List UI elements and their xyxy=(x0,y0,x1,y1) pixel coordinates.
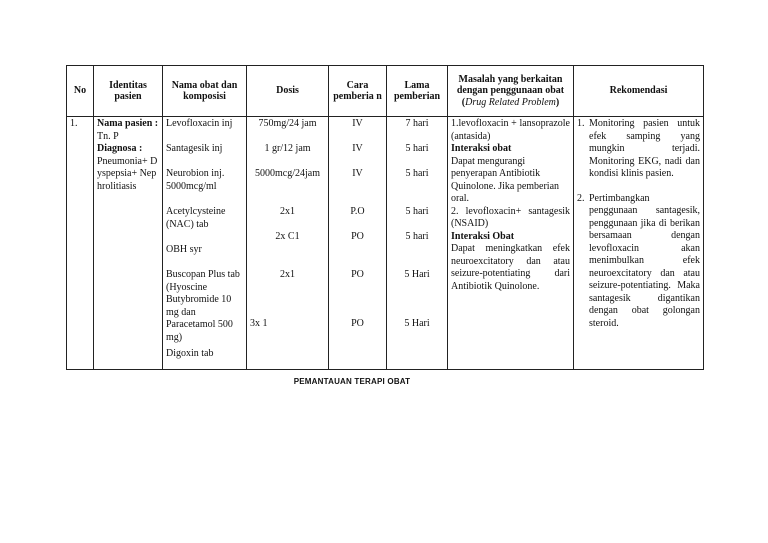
cell-cara xyxy=(329,117,387,370)
header-identitas: Identitas pasien xyxy=(94,66,163,117)
cell-no: 1. xyxy=(67,117,94,370)
drug-dose: 2x C1 xyxy=(275,231,300,242)
drug-route: IV xyxy=(352,118,363,129)
drug-dose: 750mg/24 jam xyxy=(258,118,317,129)
drug-dose: 3x 1 xyxy=(250,318,268,329)
drug-route: PO xyxy=(351,269,364,280)
drug-route: IV xyxy=(352,168,363,179)
list-item xyxy=(577,118,700,181)
list-item xyxy=(577,193,700,331)
header-masalah xyxy=(448,66,574,117)
cell-rekomendasi xyxy=(574,117,704,370)
header-masalah-text: Masalah yang berkaitan dengan penggunaan obat ( xyxy=(456,73,565,108)
recommendation-list xyxy=(577,118,700,330)
table-row xyxy=(67,117,704,370)
patient-name-label: Nama pasien : xyxy=(97,118,159,129)
drug-dose: 5000mcg/24jam xyxy=(255,168,320,179)
header-masalah-italic: Drug Related Problem xyxy=(465,96,556,108)
drug-duration: 5 Hari xyxy=(404,318,430,329)
header-no: No xyxy=(67,66,94,117)
drug-duration: 5 hari xyxy=(405,231,429,242)
drug-route: PO xyxy=(351,231,364,242)
drp-label-1: Interaksi obat xyxy=(451,143,512,154)
drug-name: Digoxin tab xyxy=(166,348,214,359)
drug-route: P.O xyxy=(350,206,365,217)
recommendation-number: 1. xyxy=(577,118,585,129)
header-nama-obat: Nama obat dan komposisi xyxy=(163,66,247,117)
drug-name: OBH syr xyxy=(166,244,202,255)
drug-duration: 5 hari xyxy=(405,143,429,154)
recommendation-text: Pertimbangkan penggunaan santagesik, penggunaan jika di berikan bersamaan dengan levofloxacin akan menimbulkan efek neuroexcitatory dan atau seizure-potentiating. Maka santagesik digantikan dengan obat golongan steroid. xyxy=(589,192,700,329)
drp-item-1: 1.levofloxacin + lansoprazole (antasida) xyxy=(451,118,570,142)
cell-lama xyxy=(387,117,448,370)
drp-item-2: 2. levofloxacin+ santagesik (NSAID) xyxy=(451,205,570,229)
header-cara: Cara pemberia n xyxy=(329,66,387,117)
recommendation-number: 2. xyxy=(577,192,585,204)
page-caption: PEMANTAUAN TERAPI OBAT xyxy=(293,377,411,386)
drug-dose: 2x1 xyxy=(280,269,295,280)
header-lama: Lama pemberian xyxy=(387,66,448,117)
header-row xyxy=(67,66,704,117)
drug-duration: 5 hari xyxy=(405,206,429,217)
diagnosis-text: Pneumonia+ Dyspepsia+ Nephrolitiasis xyxy=(97,155,158,192)
drug-name: Santagesik inj xyxy=(166,143,223,154)
drug-dose: 1 gr/12 jam xyxy=(264,143,311,154)
header-masalah-close: ) xyxy=(555,96,560,108)
drug-route: PO xyxy=(351,318,364,329)
drug-route: IV xyxy=(352,143,363,154)
drug-duration: 5 hari xyxy=(405,168,429,179)
patient-name: Tn. P xyxy=(97,130,119,142)
cell-patient xyxy=(94,117,163,370)
drug-name: Buscopan Plus tab (Hyoscine Butybromide 10 mg dan Paracetamol 500 mg) xyxy=(166,269,240,343)
drug-name: Levofloxacin inj xyxy=(166,118,233,129)
drug-duration: 5 Hari xyxy=(404,269,430,280)
recommendation-text: Monitoring pasien untuk efek samping yang mungkin terjadi. Monitoring EKG, nadi dan kondisi klinis pasien. xyxy=(589,118,700,179)
cell-drugs xyxy=(163,117,247,370)
drp-label-2: Interaksi Obat xyxy=(451,230,515,242)
drug-name: Acetylcysteine (NAC) tab xyxy=(166,206,226,230)
cell-dosis xyxy=(247,117,329,370)
drug-duration: 7 hari xyxy=(405,118,429,129)
drug-dose: 2x1 xyxy=(280,206,295,217)
diagnosis-label: Diagnosa : xyxy=(97,143,143,154)
header-dosis: Dosis xyxy=(247,66,329,117)
drp-text-1: Dapat mengurangi penyerapan Antibiotik Quinolone. Jika pemberian oral. xyxy=(451,155,560,204)
drug-therapy-table xyxy=(66,65,704,370)
drp-text-2: Dapat meningkatkan efek neuroexcitatory dan atau seizure-potentiating dari Antibiotik Quinolone. xyxy=(451,243,570,292)
header-rekomendasi: Rekomendasi xyxy=(574,66,704,117)
drug-name: Neurobion inj. 5000mcg/ml xyxy=(166,168,225,192)
cell-masalah xyxy=(448,117,574,370)
